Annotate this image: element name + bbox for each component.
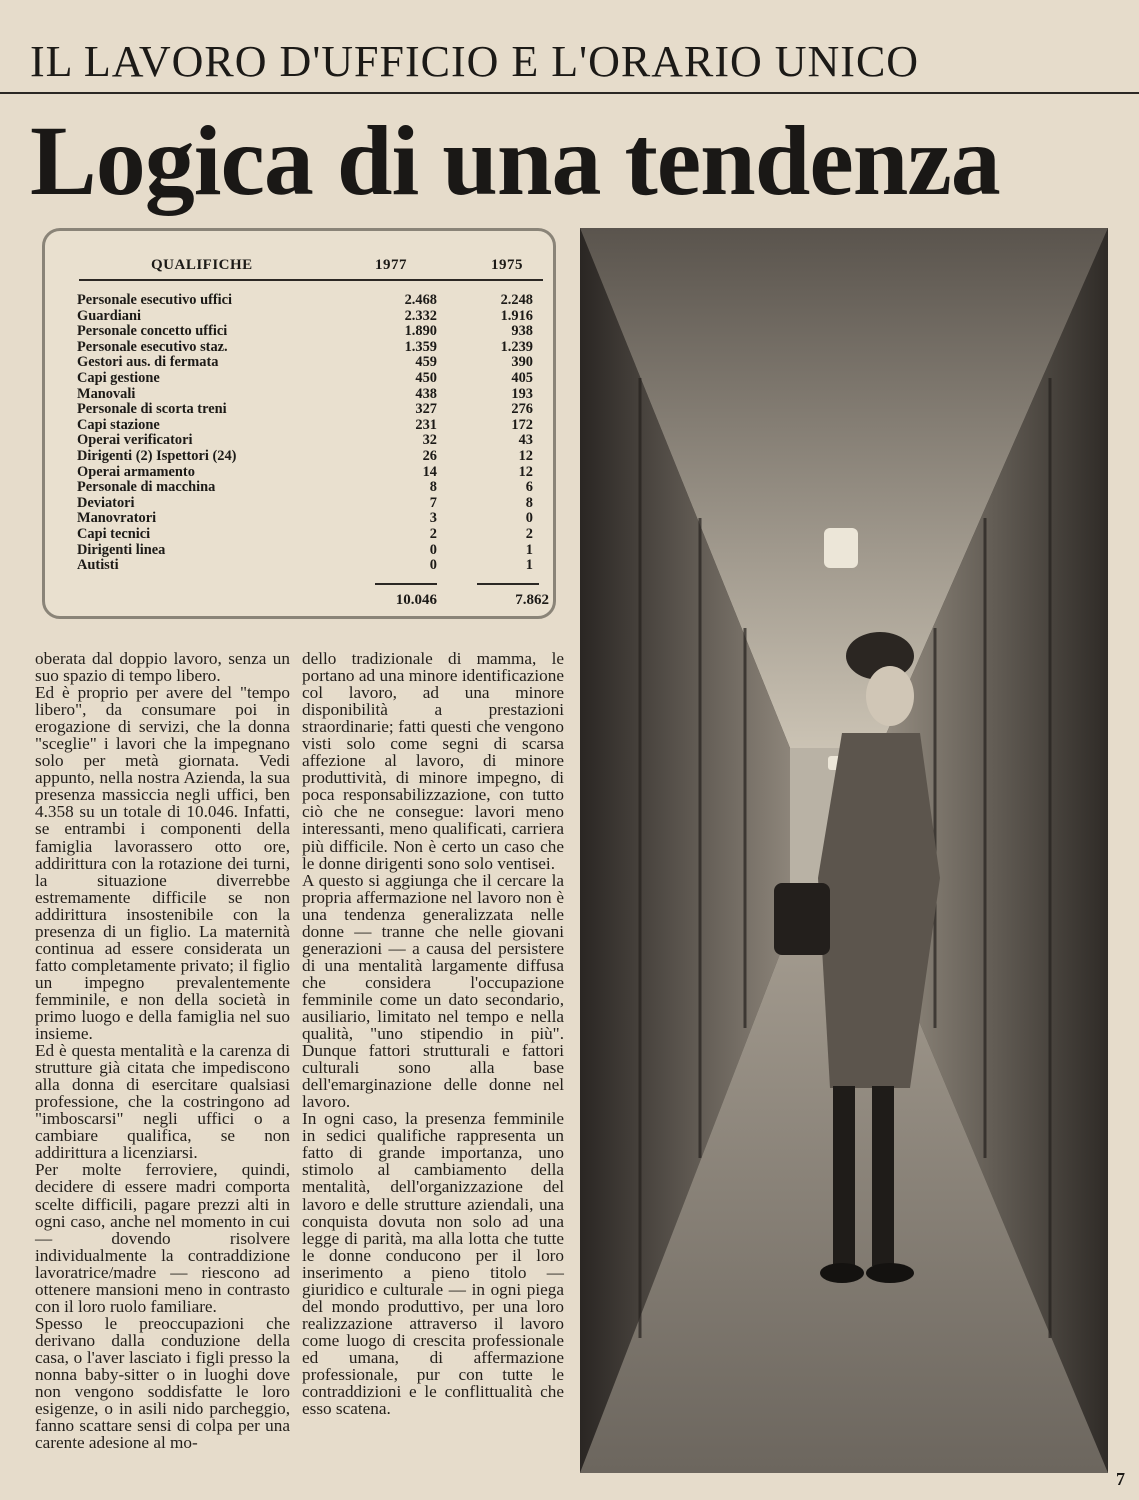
article-column-1 xyxy=(35,650,290,1451)
row-value-1977: 1.359 xyxy=(404,338,437,355)
table-row xyxy=(77,527,547,543)
table-row xyxy=(77,355,547,371)
row-value-1975: 12 xyxy=(518,447,533,464)
article-paragraph: Ed è proprio per avere del "tempo libero", da consumare poi in erogazione di servizi, che la donna "sceglie" i lavori che la impegnano solo per metà giornata. Vedi appunto, nella nostra Azienda, la sua presenza massiccia negli uffici, ben 4.358 su un totale di 10.046. Infatti, se entrambi i componenti della famiglia lavorassero otto ore, addirittura con la rotazione dei turni, la situazione diverrebbe estremamente difficile se non addirittura insostenibile con la presenza di un figlio. La maternità continua ad essere considerata un fatto completamente privato; il figlio un impegno prevalentemente femminile, e non della società in primo luogo e della famiglia nel suo insieme. xyxy=(35,683,290,1044)
row-qualifica: Autisti xyxy=(77,557,119,574)
row-value-1977: 459 xyxy=(415,354,437,371)
table-header-1975: 1975 xyxy=(491,257,523,273)
row-value-1977: 32 xyxy=(422,432,437,449)
row-value-1975: 193 xyxy=(511,385,533,402)
table-row xyxy=(77,387,547,403)
table-row xyxy=(77,511,547,527)
row-qualifica: Dirigenti (2) Ispettori (24) xyxy=(77,447,237,464)
row-qualifica: Capi gestione xyxy=(77,369,160,386)
row-value-1975: 390 xyxy=(511,354,533,371)
table-row xyxy=(77,480,547,496)
row-qualifica: Personale esecutivo uffici xyxy=(77,292,233,308)
row-qualifica: Manovratori xyxy=(77,510,157,527)
table-row xyxy=(77,449,547,465)
row-qualifica: Gestori aus. di fermata xyxy=(77,354,219,371)
row-value-1977: 2.332 xyxy=(404,307,437,324)
row-qualifica: Guardiani xyxy=(77,307,141,324)
table-row xyxy=(77,402,547,418)
headline: Logica di una tendenza xyxy=(30,105,1000,216)
row-value-1975: 1 xyxy=(525,557,533,574)
section-kicker: IL LAVORO D'UFFICIO E L'ORARIO UNICO xyxy=(30,37,920,86)
sum-rule-1977 xyxy=(375,583,437,585)
total-1977: 10.046 xyxy=(395,592,437,608)
row-value-1977: 327 xyxy=(415,401,437,418)
article-paragraph: Spesso le preoccupazioni che derivano dalla conduzione della casa, o l'aver lasciato i figli presso la nonna baby-sitter o in luoghi dove non vengono soddisfatte le loro esigenze, o in asili nido parcheggio, fanno scattare sensi di colpa per una carente adesione al mo- xyxy=(35,1313,290,1453)
table-row xyxy=(77,293,547,309)
table-row xyxy=(77,309,547,325)
row-qualifica: Deviatori xyxy=(77,494,135,511)
header-rule xyxy=(0,92,1139,94)
row-qualifica: Operai armamento xyxy=(77,463,195,480)
table-row xyxy=(77,496,547,512)
total-1975: 7.862 xyxy=(515,592,549,608)
article-paragraph: Ed è questa mentalità e la carenza di strutture già citata che impediscono alla donna di esercitare qualsiasi professione, che la costringono ad "imboscarsi" negli uffici o a cambiare qualifica, se non addirittura a licenziarsi. xyxy=(35,1041,290,1163)
row-value-1975: 938 xyxy=(511,323,533,340)
article-paragraph: A questo si aggiunga che il cercare la propria affermazione nel lavoro non è una tendenza generalizzata nelle donne — tranne che nelle giovani generazioni — a causa del persistere di una mentalità largamente diffusa che considera l'occupazione femminile come un dato secondario, ausiliario, limitato nel tempo e nella qualità, "uno stipendio in più". Dunque fattori strutturali e fattori culturali sono alla base dell'emarginazione delle donne nel lavoro. xyxy=(302,870,564,1112)
table-header-qualifiche: QUALIFICHE xyxy=(151,257,253,273)
row-value-1977: 2 xyxy=(429,525,437,542)
row-value-1975: 276 xyxy=(511,401,533,418)
row-value-1975: 172 xyxy=(511,416,533,433)
row-value-1977: 1.890 xyxy=(404,323,437,340)
table-row xyxy=(77,543,547,559)
corridor-photo xyxy=(580,228,1108,1473)
row-qualifica: Personale concetto uffici xyxy=(77,323,228,340)
row-qualifica: Personale esecutivo staz. xyxy=(77,338,228,355)
article-paragraph: oberata dal doppio lavoro, senza un suo spazio di tempo libero. xyxy=(35,649,290,686)
table-row xyxy=(77,324,547,340)
row-value-1977: 14 xyxy=(422,463,437,480)
row-value-1975: 1.239 xyxy=(500,338,533,355)
row-value-1977: 450 xyxy=(415,369,437,386)
row-value-1977: 8 xyxy=(429,479,437,496)
row-value-1975: 405 xyxy=(511,369,533,386)
row-value-1977: 231 xyxy=(415,416,437,433)
row-value-1977: 3 xyxy=(429,510,437,527)
table-row xyxy=(77,371,547,387)
row-value-1975: 1.916 xyxy=(500,307,533,324)
table-header-1977: 1977 xyxy=(375,257,407,273)
row-value-1975: 1 xyxy=(525,541,533,558)
row-value-1977: 7 xyxy=(429,494,437,511)
article-column-2 xyxy=(302,650,564,1417)
row-value-1975: 43 xyxy=(518,432,533,449)
page-number: 7 xyxy=(1116,1469,1125,1489)
table-row xyxy=(77,433,547,449)
row-qualifica: Personale di scorta treni xyxy=(77,401,227,418)
photo-illustration xyxy=(580,228,1108,1473)
row-value-1975: 12 xyxy=(518,463,533,480)
row-value-1975: 0 xyxy=(525,510,533,527)
table-row xyxy=(77,418,547,434)
table-header-rule xyxy=(79,279,543,281)
row-qualifica: Dirigenti linea xyxy=(77,541,166,558)
row-value-1977: 438 xyxy=(415,385,437,402)
row-qualifica: Capi stazione xyxy=(77,416,160,433)
article-paragraph: dello tradizionale di mamma, le portano ad una minore identificazione col lavoro, ad una minore disponibilità a prestazioni straordinarie; fatti questi che vengono visti solo come segni di scarsa affezione al lavoro, di minore produttività, di minore impegno, di poca responsabilizzazione, con tutto ciò che ne consegue: lavori meno interessanti, meno qualificati, carriera più difficile. Non è certo un caso che le donne dirigenti sono solo ventisei. xyxy=(302,649,564,873)
article-paragraph: Per molte ferroviere, quindi, decidere di essere madri comporta scelte difficili, pagare prezzi alti in ogni caso, anche nel momento in cui — dovendo risolvere individualmente la contraddizione lavoratrice/madre — riescono ad ottenere mansioni meno in contrasto con il loro ruolo familiare. xyxy=(35,1160,290,1316)
article-paragraph: In ogni caso, la presenza femminile in sedici qualifiche rappresenta un fatto di grande importanza, uno stimolo al cambiamento della mentalità, dell'organizzazione del lavoro e delle strutture aziendali, una conquista dovuta non solo ad una legge di parità, ma alla lotta che tutte le donne conducono per il loro inserimento a pieno titolo — giuridico e culturale — in ogni piega del mondo produttivo, per una loro realizzazione attraverso il lavoro come luogo di crescita professionale ed umana, di affermazione professionale, pur con tutte le contraddizioni e le conflittualità che esso scatena. xyxy=(302,1109,564,1419)
row-qualifica: Operai verificatori xyxy=(77,432,193,449)
table-row xyxy=(77,340,547,356)
table-row xyxy=(77,465,547,481)
row-value-1975: 8 xyxy=(525,494,533,511)
sum-rule-1975 xyxy=(477,583,539,585)
row-qualifica: Capi tecnici xyxy=(77,525,151,542)
table-row xyxy=(77,558,547,574)
row-value-1977: 0 xyxy=(429,557,437,574)
row-qualifica: Manovali xyxy=(77,385,136,402)
row-value-1975: 2 xyxy=(525,525,533,542)
qualifiche-table xyxy=(42,228,556,619)
table-rows xyxy=(77,293,547,574)
row-value-1977: 2.468 xyxy=(404,292,437,308)
row-value-1975: 2.248 xyxy=(500,292,533,308)
row-value-1977: 0 xyxy=(429,541,437,558)
row-value-1977: 26 xyxy=(422,447,437,464)
row-value-1975: 6 xyxy=(525,479,533,496)
row-qualifica: Personale di macchina xyxy=(77,479,216,496)
